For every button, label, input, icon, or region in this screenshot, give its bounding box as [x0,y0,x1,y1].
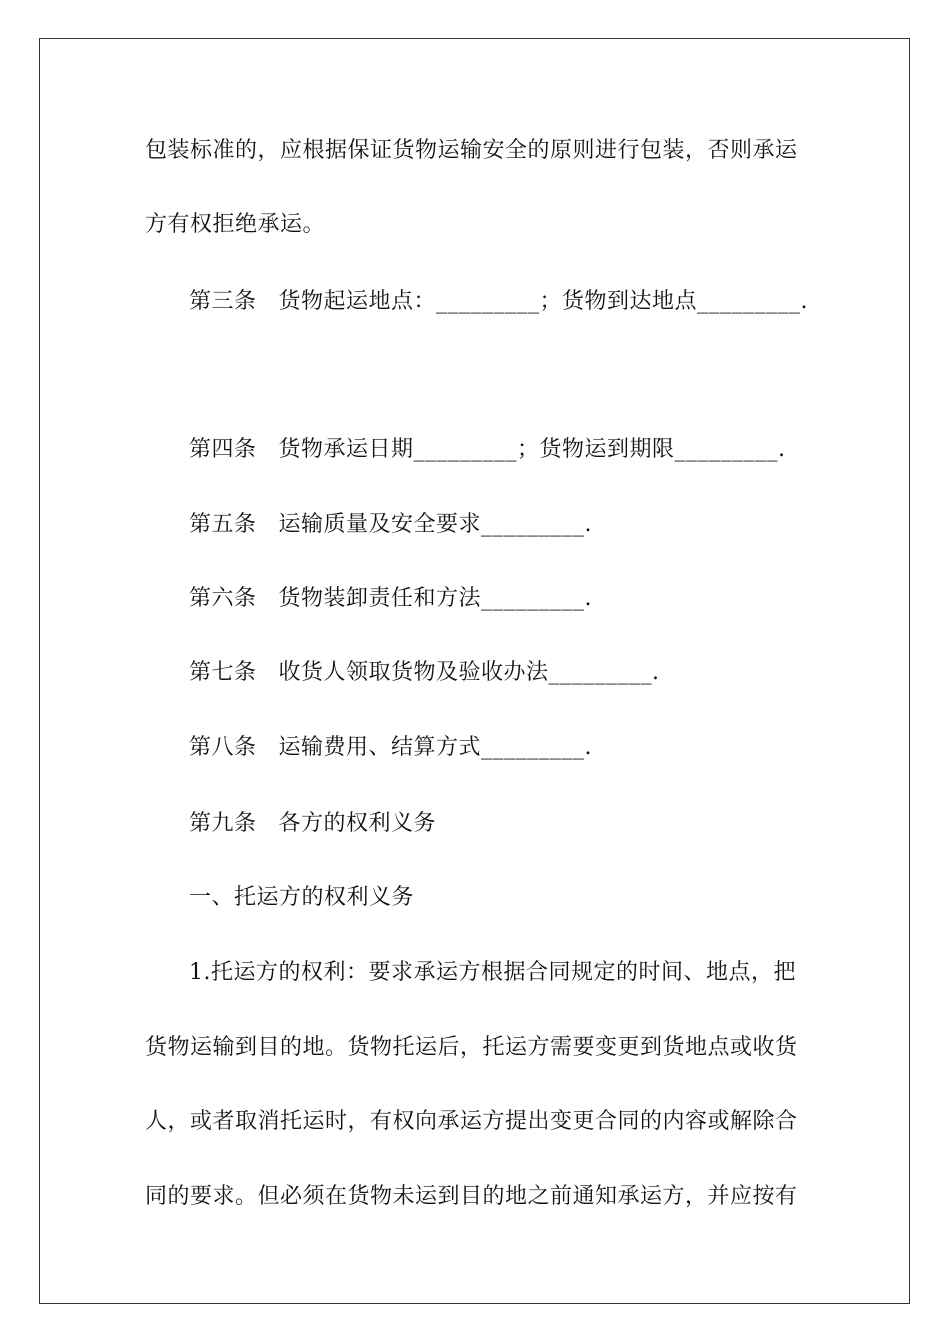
paragraph-line: 人，或者取消托运时，有权向承运方提出变更合同的内容或解除合 [145,1109,798,1134]
article-text: 运输质量及安全要求_________. [278,512,593,537]
text-line: 方有权拒绝承运。 [145,212,326,237]
article-5 [189,511,592,539]
article-number: 第四条 [189,437,257,462]
article-3 [189,288,808,316]
article-number: 第六条 [189,586,257,611]
article-number: 第八条 [189,735,257,760]
article-4 [189,436,786,464]
article-9 [189,810,436,838]
article-number: 第五条 [189,512,257,537]
article-text: 货物承运日期_________；货物运到期限_________. [278,437,786,462]
article-number: 第七条 [189,660,257,685]
article-number: 第九条 [189,811,257,836]
section-heading: 一、托运方的权利义务 [189,885,415,910]
text-line: 包装标准的，应根据保证货物运输安全的原则进行包装，否则承运 [145,138,798,163]
article-number: 第三条 [189,289,257,314]
article-text: 货物起运地点：_________；货物到达地点_________. [278,289,809,314]
paragraph-line: 货物运输到目的地。货物托运后，托运方需要变更到货地点或收货 [145,1035,798,1060]
article-text: 运输费用、结算方式_________. [278,735,593,760]
paragraph-line: 同的要求。但必须在货物未运到目的地之前通知承运方，并应按有 [145,1184,798,1209]
article-text: 各方的权利义务 [278,811,437,836]
article-8 [189,734,592,762]
article-text: 货物装卸责任和方法_________. [278,586,593,611]
article-text: 收货人领取货物及验收办法_________. [278,660,660,685]
paragraph-line: 1.托运方的权利：要求承运方根据合同规定的时间、地点，把 [189,960,796,985]
article-7 [189,659,660,687]
article-6 [189,585,592,613]
